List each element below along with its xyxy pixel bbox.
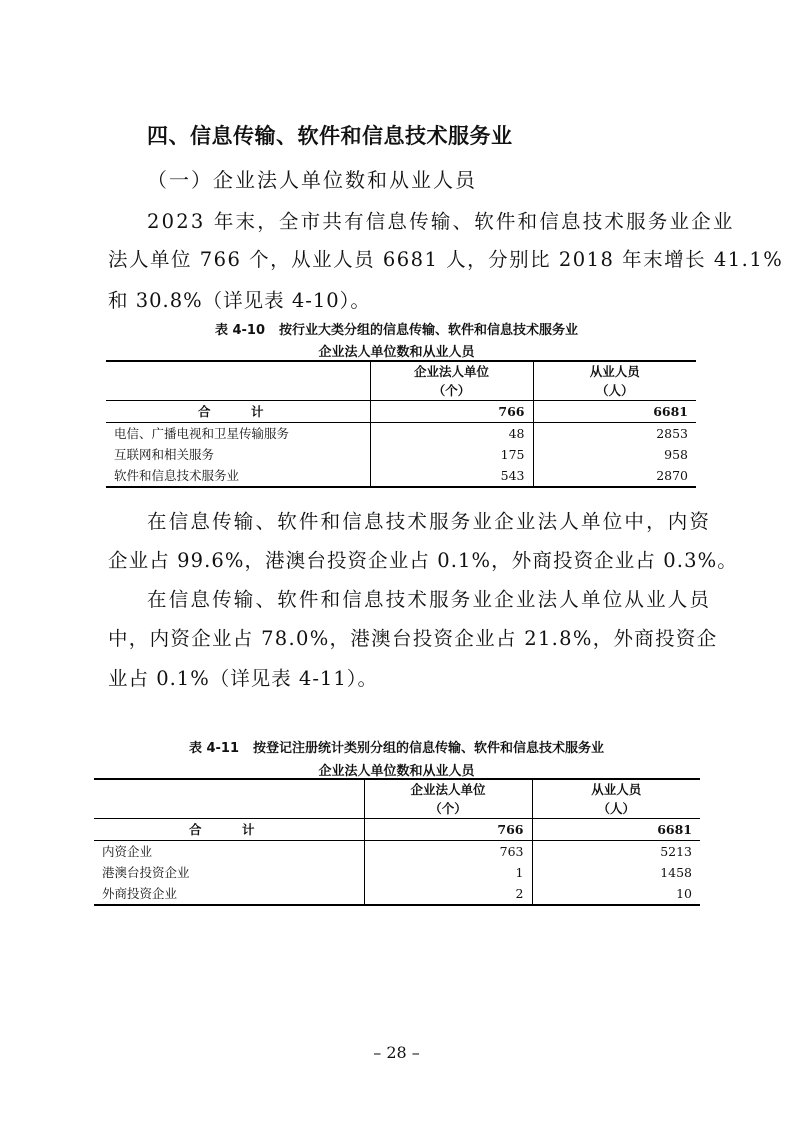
table-header-row [106, 361, 696, 401]
table-row [94, 841, 700, 863]
row-units: 2 [364, 883, 532, 905]
row-persons: 6681 [533, 401, 696, 423]
paragraph-line: 在信息传输、软件和信息技术服务业企业法人单位从业人员 [147, 588, 712, 611]
row-units: 175 [370, 444, 533, 465]
row-persons: 6681 [532, 819, 700, 841]
table-4-10 [106, 360, 696, 488]
row-name: 电信、广播电视和卫星传输服务 [114, 426, 290, 441]
table-row [94, 862, 700, 883]
header-persons: 从业人员 （人） [533, 361, 696, 401]
table-header-row [94, 779, 700, 819]
row-name: 软件和信息技术服务业 [114, 468, 240, 483]
table-row [106, 465, 696, 487]
paragraph-line: 和 30.8%（详见表 4-10）。 [108, 289, 371, 312]
table-row-total [94, 819, 700, 841]
table-caption-line2: 企业法人单位数和从业人员 [318, 764, 475, 779]
header-units: 企业法人单位 （个） [370, 361, 533, 401]
header-category [106, 361, 370, 401]
subsection-title: （一）企业法人单位数和从业人员 [147, 168, 477, 192]
paragraph-line: 法人单位 766 个，从业人员 6681 人，分别比 2018 年末增长 41.1% [108, 248, 784, 271]
table-row-total [106, 401, 696, 423]
row-units: 766 [370, 401, 533, 423]
page-number: – 28 – [373, 1043, 420, 1062]
header-persons: 从业人员 （人） [532, 779, 700, 819]
row-units: 1 [364, 862, 532, 883]
table-caption [0, 319, 793, 338]
table-row [106, 423, 696, 445]
paragraph-line: 在信息传输、软件和信息技术服务业企业法人单位中，内资 [147, 510, 712, 533]
row-persons: 5213 [532, 841, 700, 863]
header-units: 企业法人单位 （个） [364, 779, 532, 819]
header-category [94, 779, 364, 819]
table-caption-line2: 企业法人单位数和从业人员 [318, 345, 475, 360]
row-name: 港澳台投资企业 [102, 865, 190, 880]
row-name: 互联网和相关服务 [114, 447, 215, 462]
row-name: 内资企业 [102, 844, 153, 859]
table-label: 表 4-11 [188, 741, 240, 756]
paragraph-line: 中，内资企业占 78.0%，港澳台投资企业占 21.8%，外商投资企 [108, 627, 718, 650]
row-persons: 958 [533, 444, 696, 465]
row-name: 合 计 [188, 822, 269, 837]
table-label: 表 4-10 [214, 323, 266, 338]
paragraph-line: 业占 0.1%（详见表 4-11）。 [108, 667, 378, 690]
table-caption [0, 737, 793, 756]
row-persons: 2853 [533, 423, 696, 445]
row-units: 763 [364, 841, 532, 863]
table-4-11 [94, 778, 700, 906]
paragraph-line: 2023 年末，全市共有信息传输、软件和信息技术服务业企业 [147, 210, 735, 233]
row-persons: 10 [532, 883, 700, 905]
row-units: 48 [370, 423, 533, 445]
section-title: 四、信息传输、软件和信息技术服务业 [147, 124, 513, 148]
row-persons: 2870 [533, 465, 696, 487]
row-persons: 1458 [532, 862, 700, 883]
table-title: 按行业大类分组的信息传输、软件和信息技术服务业 [279, 323, 579, 338]
row-units: 766 [364, 819, 532, 841]
row-name: 外商投资企业 [102, 886, 178, 901]
table-row [94, 883, 700, 905]
row-units: 543 [370, 465, 533, 487]
table-row [106, 444, 696, 465]
paragraph-line: 企业占 99.6%，港澳台投资企业占 0.1%，外商投资企业占 0.3%。 [108, 549, 738, 572]
row-name: 合 计 [197, 404, 278, 419]
table-title: 按登记注册统计类别分组的信息传输、软件和信息技术服务业 [253, 741, 605, 756]
